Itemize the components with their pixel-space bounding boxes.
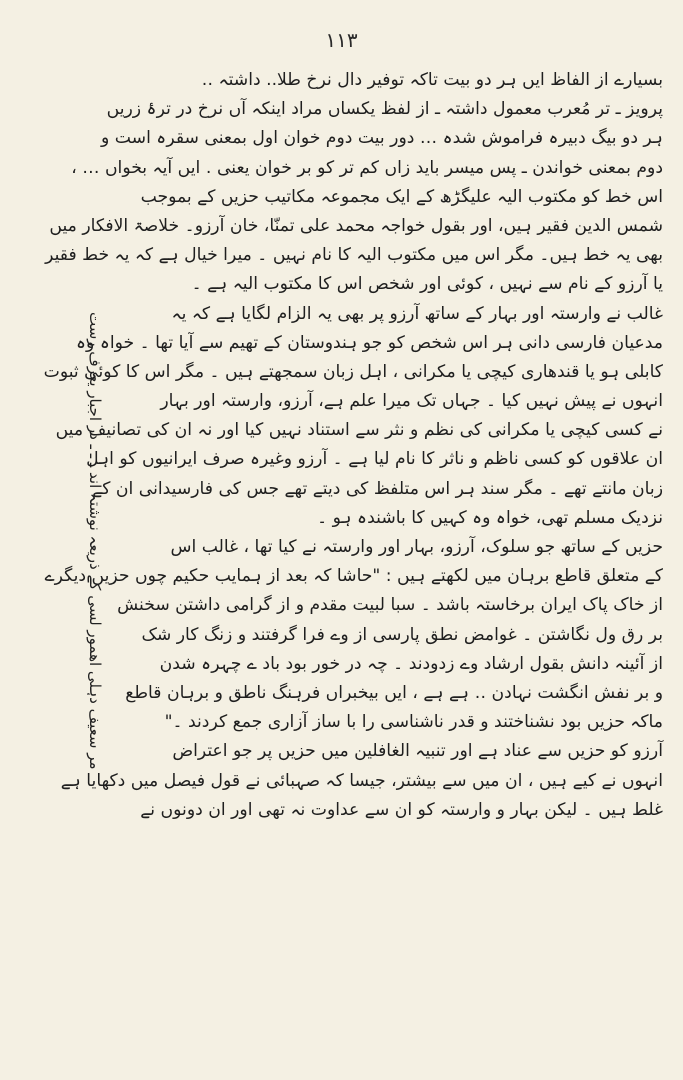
- text-line: آرزو کو حزیں سے عناد ہے اور تنبیہ الغافلین میں حزیں پر جو اعتراض: [172, 741, 663, 762]
- text-line: و بر نفش انگشت نہادن ․․ ہے ہے ، ایں بیخبراں فرہنگ ناطق و برہان قاطع: [125, 682, 663, 703]
- paragraph-2: [45, 183, 663, 300]
- text-line: بھی یہ خط ہیں۔ مگر اس میں مکتوب الیہ کا نام نہیں ۔ میرا خیال ہے کہ یہ خط فقیر: [45, 245, 663, 266]
- paragraph-3: [43, 300, 663, 534]
- text-line: پرویز ـ تر مُعرب معمول داشتہ ـ از لفظ یکساں مراد اینکہ آں نرخ در ترۂ زریں: [106, 99, 663, 120]
- text-line: غالب نے وارستہ اور بہار کے ساتھ آرزو پر بھی یہ الزام لگایا ہے کہ یہ: [171, 303, 663, 324]
- text-line: از آئینہ دانش بقول ارشاد وے زدودند ۔ چہ در خور بود باد ے چہرہ شدن: [159, 653, 663, 674]
- text-line: یا آرزو کے نام سے نہیں ، کوئی اور شخص اس کا مکتوب الیہ ہے ۔: [191, 274, 663, 295]
- text-line: کابلی ہو یا قندھاری کیچی یا مکرانی ، اہل زبان سمجھتے ہیں ۔ مگر اس کا کوئی ثبوت: [43, 361, 663, 382]
- text-line: ماکہ حزیں بود نشناختند و قدر ناشناسی را با ساز آزاری جمع کردند ۔": [164, 712, 663, 733]
- text-line: ان علاقوں کو کسی ناظم و ناثر کا نام لیا ہے ۔ آرزو وغیرہ صرف ایرانیوں کو اہل: [86, 449, 663, 470]
- text-line: بر رق ول نگاشتن ۔ غوامض نطق پارسی از وے فرا گرفتند و زنگ کار شک: [141, 624, 663, 645]
- text-line: کے متعلق قاطع برہان میں لکھتے ہیں : "حاشا کہ بعد از ہمایب حکیم چوں حزیں دیگرے: [44, 566, 663, 587]
- text-line: از خاک پاک ایران برخاستہ باشد ۔ سبا لبیت مقدم و از گرامی داشتن سخنش: [117, 595, 663, 616]
- text-line: نزدیک مسلم تھی، خواہ وہ کہیں کا باشندہ ہو ۔: [317, 507, 663, 528]
- paragraph-5: [60, 737, 663, 825]
- text-line: شمس الدین فقیر ہیں، اور بقول خواجہ محمد علی تمنّا، خان آرزو۔ خلاصۃ الافکار میں: [49, 215, 663, 236]
- margin-note: مر سعیف دہلی اھمور لسی کے ذریعہ نوشتہ اند ـ ـ ـ در اجبار یعرف رست: [86, 312, 104, 770]
- text-line: مدعیان فارسی دانی ہر اس شخص کو جو ہندوستان کے تھیم سے آیا تھا ۔ خواہ وہ: [75, 332, 663, 353]
- text-line: دوم بمعنی خواندن ـ پس میسر باید زاں کم تر کو بر خوان یعنی ․ ایں آیہ بخواں ․․․ ،: [71, 157, 663, 178]
- text-line: ہر دو بیگ دبیرہ فراموش شدہ ․․․ دور بیت دوم خوان اول بمعنی سقرہ است و: [101, 128, 663, 149]
- text-line: بسیارے از الفاظ ایں ہر دو بیت تاکہ توفیر دال نرخ طلا.. داشتہ ․․: [201, 70, 663, 90]
- text-line: غلط ہیں ۔ لیکن بہار و وارستہ کو ان سے عداوت نہ تھی اور ان دونوں نے: [140, 799, 663, 820]
- text-line: اس خط کو مکتوب الیہ علیگڑھ کے ایک مجموعہ مکاتیب حزیں کے بموجب: [140, 186, 663, 207]
- text-line: انہوں نے پیش نہیں کیا ۔ جہاں تک میرا علم ہے، آرزو، وارستہ اور بہار: [160, 391, 663, 412]
- text-line: زبان مانتے تھے ۔ مگر سند ہر اس متلفظ کی دیتے تھے جس کی فارسیدانی ان کے: [92, 478, 663, 499]
- text-line: نے کسی کیچی یا مکرانی کی نظم و نثر سے استناد نہیں کیا اور نہ ان کی تصانیف میں: [55, 420, 663, 441]
- page-number: ۱۱۳: [325, 28, 358, 52]
- paragraph-4: [44, 533, 663, 737]
- paragraph-1: [71, 66, 663, 183]
- text-line: حزیں کے ساتھ جو سلوک، آرزو، بہار اور وارستہ نے کیا تھا ، غالب اس: [170, 537, 663, 557]
- text-line: انہوں نے کیے ہیں ، ان میں سے بیشتر، جیسا کہ صہبائی نے قول فیصل میں دکھایا ہے: [60, 770, 663, 791]
